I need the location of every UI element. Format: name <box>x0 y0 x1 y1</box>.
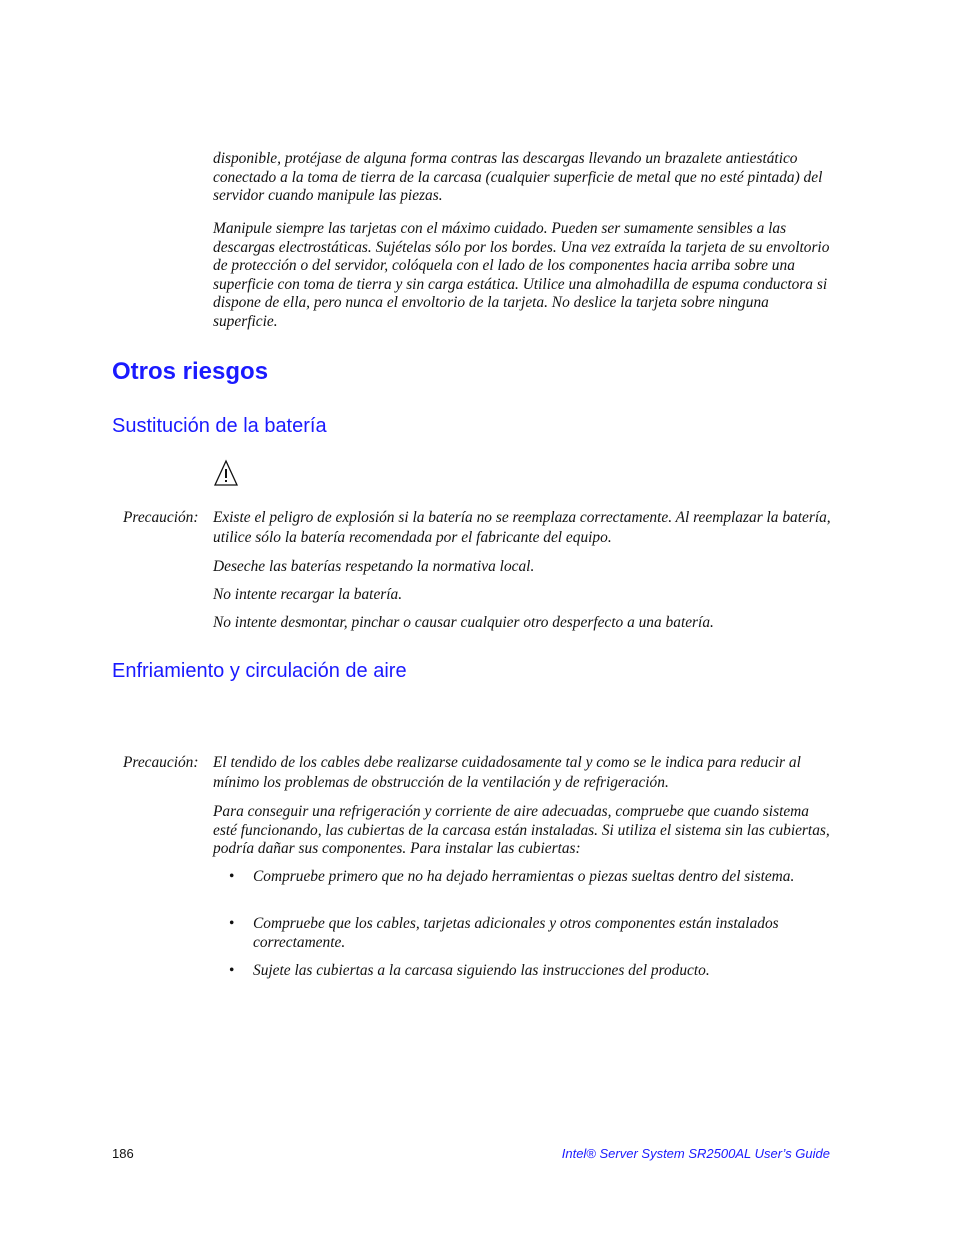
page-number: 186 <box>112 1146 134 1161</box>
battery-heading: Sustitución de la batería <box>112 415 327 437</box>
intro-paragraph-1: disponible, protéjase de alguna forma contras las descargas llevando un brazalete antiestático conectado a la toma de tierra de la carcasa (cualquier superficie de metal que no esté pintada) del servidor cuando manipule las piezas. <box>213 150 823 205</box>
bullet-icon: • <box>229 868 235 885</box>
battery-line-2: No intente recargar la batería. <box>213 586 403 603</box>
list-item-text: Compruebe primero que no ha dejado herramientas o piezas sueltas dentro del sistema. <box>253 868 795 885</box>
guide-title: Intel® Server System SR2500AL User’s Guide <box>561 1146 830 1161</box>
battery-caution-text: Existe el peligro de explosión si la batería no se reemplaza correctamente. Al reemplazar la batería, utilice sólo la batería recomendada por el fabricante del equipo. <box>213 509 831 546</box>
list-item-text: Compruebe que los cables, tarjetas adicionales y otros componentes están instalados correctamente. <box>253 915 779 951</box>
intro-paragraph-2: Manipule siempre las tarjetas con el máximo cuidado. Pueden ser sumamente sensibles a las descargas electrostáticas. Sujételas sólo por los bordes. Una vez extraída la tarjeta de su envoltorio de protección o del servidor, colóquela con el lado de los componentes hacia arriba sobre una superficie con toma de tierra y sin carga estática. Utilice una almohadilla de espuma conductora si dispone de ella, pero nunca el envoltorio de la tarjeta. No deslice la tarjeta sobre ninguna superficie. <box>213 220 830 330</box>
warning-triangle-icon <box>213 459 239 487</box>
battery-caution-label: Precaución: <box>123 509 199 526</box>
battery-line-1: Deseche las baterías respetando la normativa local. <box>213 558 535 575</box>
cooling-paragraph: Para conseguir una refrigeración y corriente de aire adecuadas, compruebe que cuando sistema esté funcionando, las cubiertas de la carcasa están instaladas. Si utiliza el sistema sin las cubiertas, podría dañar sus componentes. Para instalar las cubiertas: <box>213 803 830 858</box>
cooling-caution-label: Precaución: <box>123 754 199 771</box>
cooling-heading: Enfriamiento y circulación de aire <box>112 660 407 682</box>
bullet-icon: • <box>229 915 235 932</box>
battery-line-3: No intente desmontar, pinchar o causar cualquier otro desperfecto a una batería. <box>213 614 714 631</box>
section-title: Otros riesgos <box>112 358 269 385</box>
list-item-text: Sujete las cubiertas a la carcasa siguiendo las instrucciones del producto. <box>253 962 710 979</box>
bullet-icon: • <box>229 962 235 979</box>
cooling-caution-text: El tendido de los cables debe realizarse cuidadosamente tal y como se le indica para reducir al mínimo los problemas de obstrucción de la ventilación y de refrigeración. <box>213 754 801 791</box>
